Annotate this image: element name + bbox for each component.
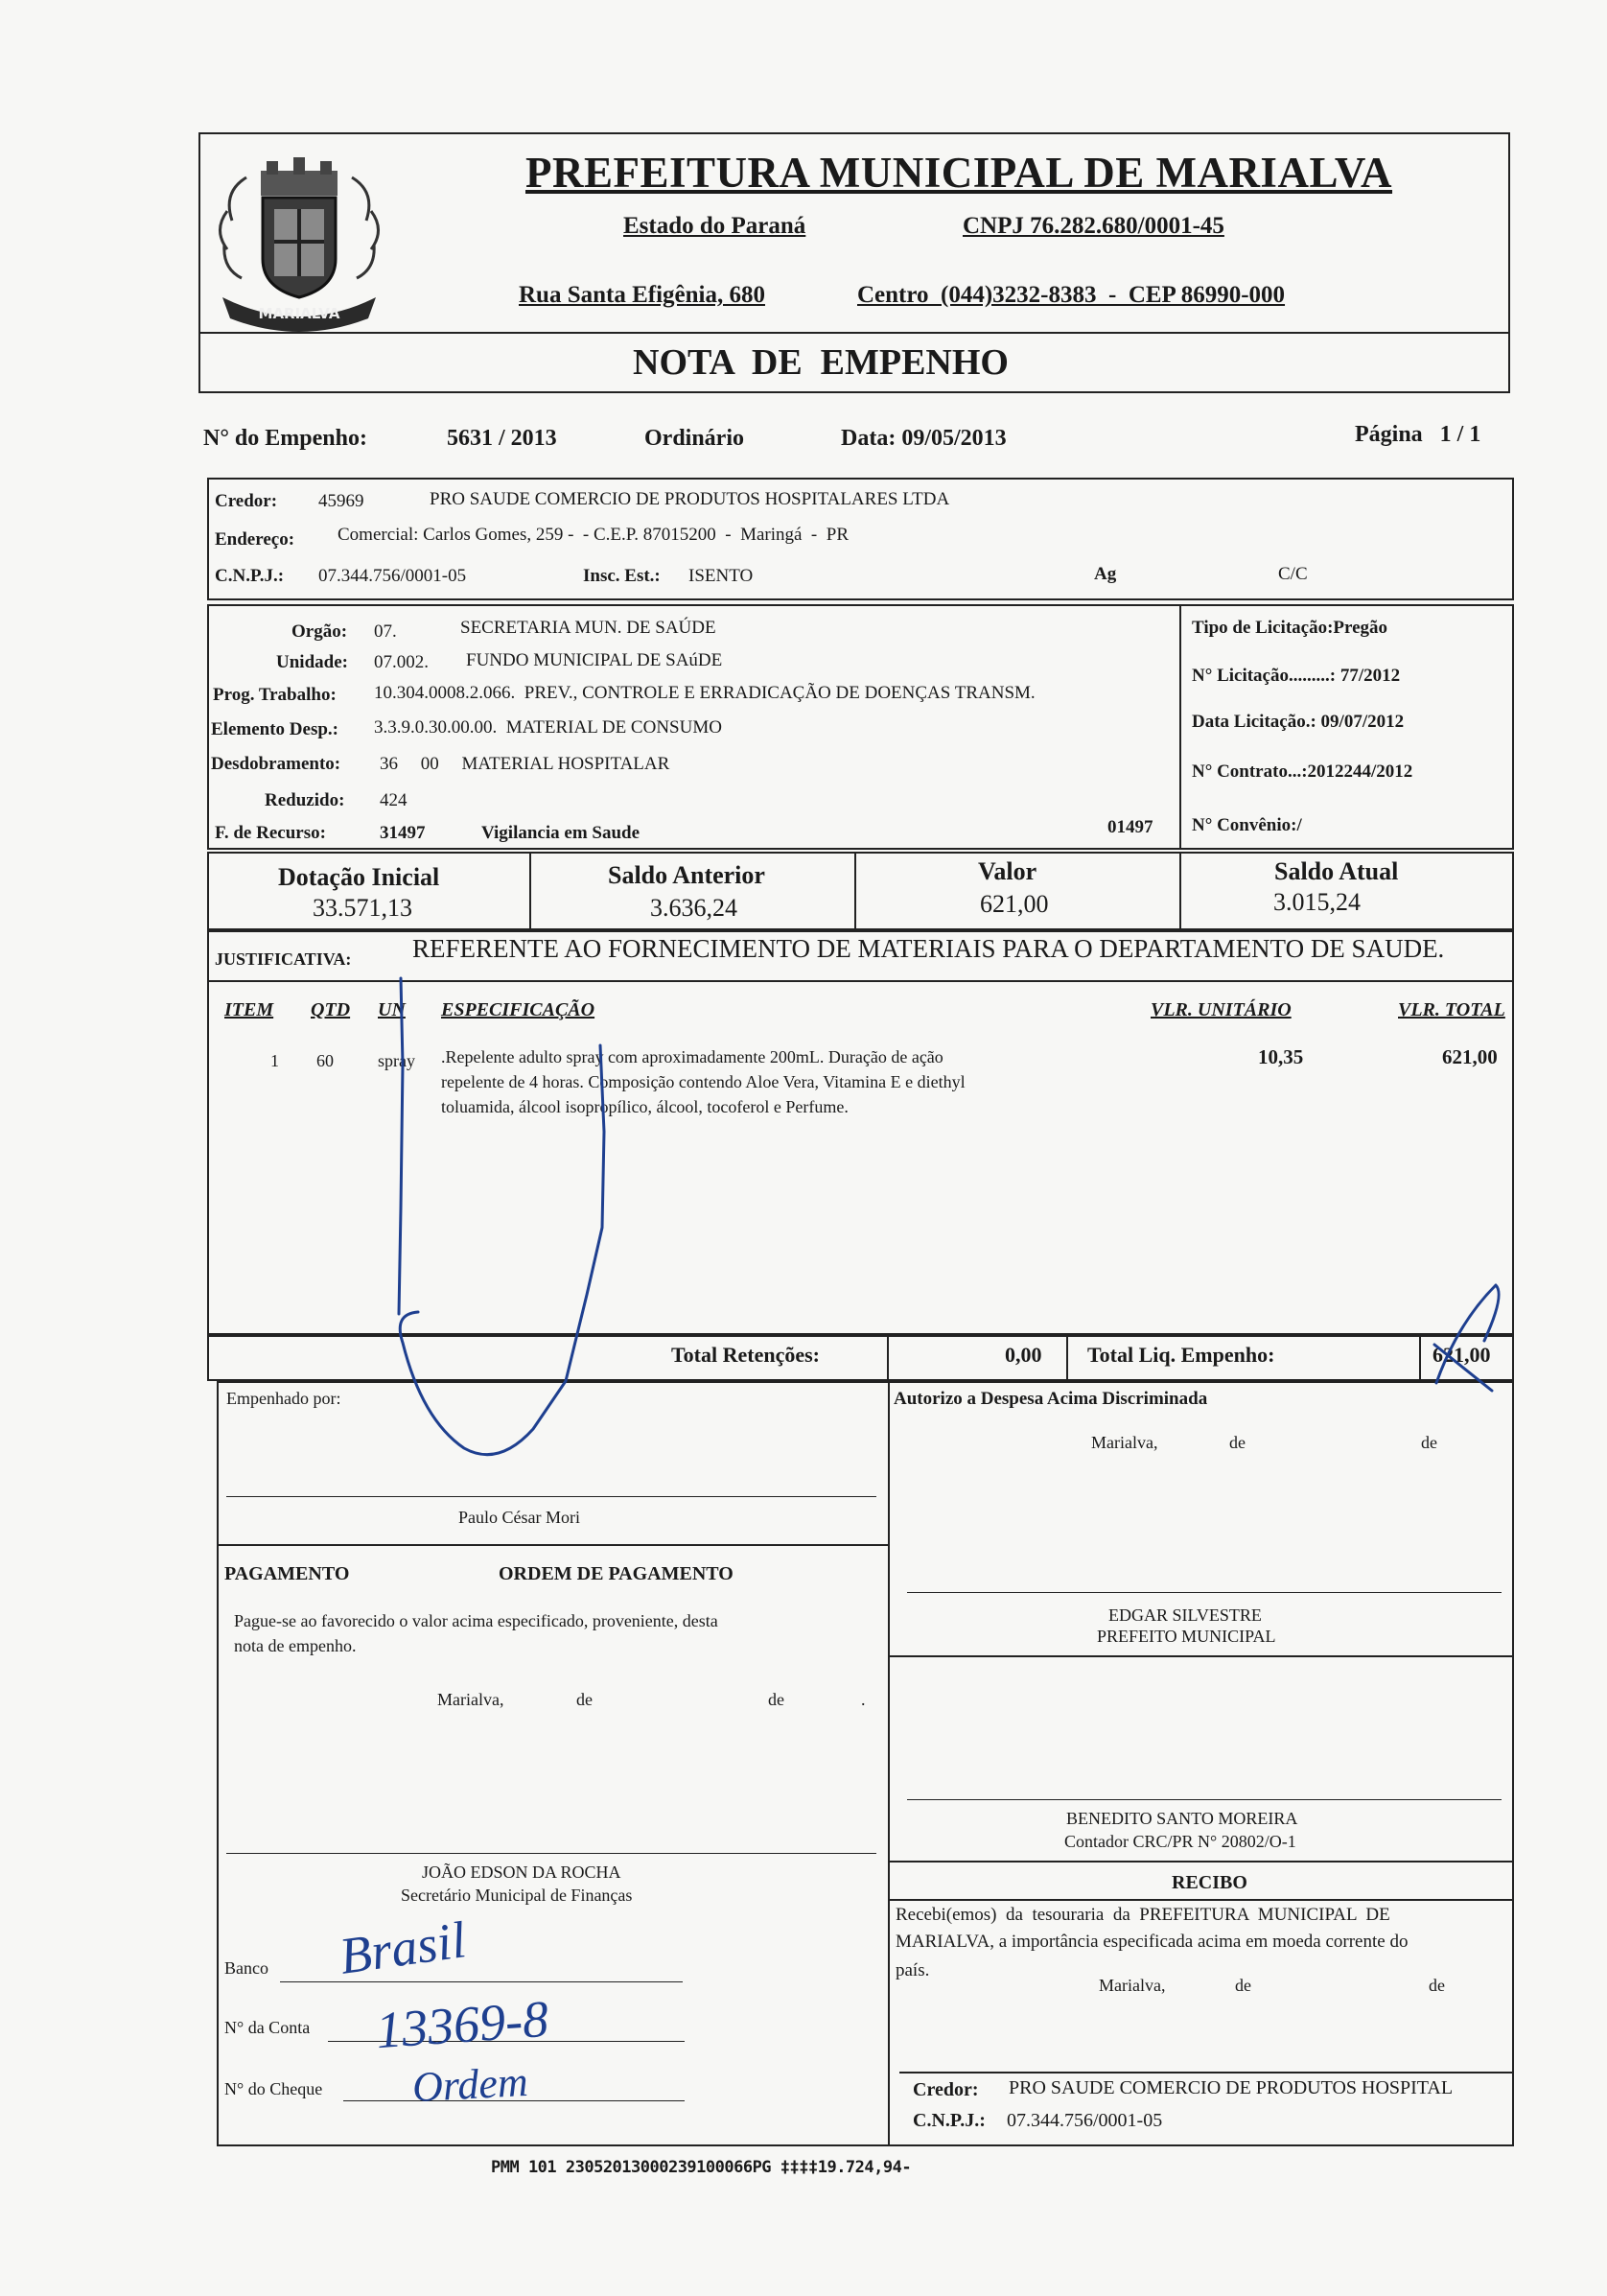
recibo-text-2: MARIALVA, a importância especificada acima em moeda corrente do [896, 1932, 1409, 1952]
credor-address: Comercial: Carlos Gomes, 259 - - C.E.P. 87015200 - Maringá - PR [338, 525, 850, 545]
conta-label: N° da Conta [224, 2018, 311, 2037]
item-qtd: 60 [316, 1051, 334, 1070]
pagamento-city: Marialva, [437, 1690, 504, 1709]
item-spec-line-1: .Repelente adulto spray com aproximadamente 200mL. Duração de ação [441, 1047, 943, 1066]
header-title: PREFEITURA MUNICIPAL DE MARIALVA [525, 149, 1393, 197]
credor-footer-cnpj-label: C.N.P.J.: [913, 2110, 986, 2131]
ag-label: Ag [1094, 564, 1117, 584]
numero-convenio: N° Convênio:/ [1192, 815, 1302, 835]
ret-divider-3 [1419, 1333, 1421, 1381]
numero-licitacao: N° Licitação.........: 77/2012 [1192, 666, 1401, 686]
secretario-sign-line [226, 1853, 876, 1854]
municipal-seal [203, 153, 395, 336]
empenho-label: N° do Empenho: [203, 426, 367, 451]
item-unit-value: 10,35 [1258, 1045, 1304, 1068]
document-title: NOTA DE EMPENHO [633, 342, 1009, 383]
totals-divider-2 [854, 852, 856, 930]
pagamento-dot: . [861, 1690, 866, 1709]
lower-vertical-divider [888, 1381, 890, 2146]
saldo-anterior-label: Saldo Anterior [608, 861, 765, 889]
saldo-atual-label: Saldo Atual [1274, 857, 1399, 885]
banco-line [280, 1981, 683, 1982]
item-number: 1 [270, 1051, 279, 1070]
credor-footer-cnpj: 07.344.756/0001-05 [1007, 2110, 1163, 2131]
credor-label: Credor: [215, 491, 278, 511]
recibo-text-1: Recebi(emos) da tesouraria da PREFEITURA MUNICIPAL DE [896, 1905, 1390, 1925]
budget-divider [1179, 604, 1181, 850]
autorizo-city: Marialva, [1091, 1433, 1158, 1452]
elemento-label: Elemento Desp.: [211, 719, 338, 739]
item-un: spray [378, 1051, 415, 1070]
empenho-number: 5631 / 2013 [447, 426, 557, 451]
banco-label: Banco [224, 1958, 268, 1978]
recurso-name: Vigilancia em Saude [481, 823, 640, 843]
elemento-value: 3.3.9.0.30.00.00. MATERIAL DE CONSUMO [374, 717, 722, 738]
header-street: Rua Santa Efigênia, 680 [519, 282, 765, 308]
pagamento-label: PAGAMENTO [224, 1563, 350, 1584]
retencoes-box [207, 1333, 1514, 1381]
totals-divider-1 [529, 852, 531, 930]
banco-handwritten: Brasil [336, 1910, 470, 1985]
empenho-date: Data: 09/05/2013 [841, 426, 1007, 451]
recibo-text-3: país. [896, 1960, 930, 1980]
col-vlr-total: VLR. TOTAL [1398, 999, 1505, 1020]
justificativa-label: JUSTIFICATIVA: [215, 949, 352, 969]
item-spec-line-2: repelente de 4 horas. Composição contendo Aloe Vera, Vitamina E e diethyl [441, 1072, 966, 1091]
totals-divider-3 [1179, 852, 1181, 930]
credor-footer-divider [899, 2072, 1514, 2073]
pagamento-text-2: nota de empenho. [234, 1636, 357, 1655]
credor-footer-name: PRO SAUDE COMERCIO DE PRODUTOS HOSPITAL [1009, 2077, 1454, 2098]
numero-contrato: N° Contrato...:2012244/2012 [1192, 761, 1413, 782]
pagamento-de-2: de [768, 1690, 784, 1709]
header-divider [198, 332, 1510, 334]
col-vlr-unitario: VLR. UNITÁRIO [1151, 999, 1292, 1020]
header-address: Centro (044)3232-8383 - CEP 86990-000 [857, 282, 1286, 308]
cheque-handwritten: Ordem [410, 2057, 529, 2112]
item-total-value: 621,00 [1442, 1045, 1498, 1068]
retencoes-value: 0,00 [1005, 1343, 1042, 1367]
recibo-label: RECIBO [1172, 1872, 1247, 1893]
orgao-name: SECRETARIA MUN. DE SAÚDE [460, 618, 716, 638]
empenho-type: Ordinário [644, 426, 745, 451]
recibo-de-2: de [1429, 1976, 1445, 1995]
secretario-name: JOÃO EDSON DA ROCHA [422, 1863, 621, 1882]
justificativa-divider [207, 980, 1514, 982]
autorizo-label: Autorizo a Despesa Acima Discriminada [894, 1389, 1208, 1409]
data-licitacao: Data Licitação.: 09/07/2012 [1192, 712, 1405, 732]
unidade-label: Unidade: [276, 652, 348, 672]
credor-footer-label: Credor: [913, 2079, 979, 2100]
header-state: Estado do Paraná [623, 213, 806, 239]
prefeito-name: EDGAR SILVESTRE [1108, 1605, 1262, 1625]
liquido-value: 621,00 [1432, 1343, 1491, 1367]
orgao-code: 07. [374, 621, 397, 642]
reduzido-value: 424 [380, 790, 408, 810]
recibo-city: Marialva, [1099, 1976, 1166, 1995]
recurso-label: F. de Recurso: [215, 823, 326, 843]
valor-label: Valor [978, 857, 1037, 885]
autorizo-de-2: de [1421, 1433, 1437, 1452]
cheque-label: N° do Cheque [224, 2079, 323, 2098]
contador-name: BENEDITO SANTO MOREIRA [1066, 1809, 1298, 1828]
prefeito-title: PREFEITO MUNICIPAL [1097, 1627, 1276, 1646]
unidade-code: 07.002. [374, 652, 429, 672]
page-number: Página 1 / 1 [1355, 422, 1481, 447]
contador-divider [888, 1861, 1514, 1863]
ordem-pagamento-label: ORDEM DE PAGAMENTO [499, 1563, 734, 1584]
recurso-code: 31497 [380, 823, 426, 843]
col-item: ITEM [224, 999, 274, 1020]
ret-divider-1 [887, 1333, 889, 1381]
conta-handwritten: 13369-8 [374, 1989, 550, 2060]
col-qtd: QTD [311, 999, 351, 1020]
desdobramento-label: Desdobramento: [211, 754, 341, 774]
secretario-title: Secretário Municipal de Finanças [401, 1886, 633, 1905]
seal-banner-text: MARIALVA [258, 305, 340, 322]
reduzido-label: Reduzido: [265, 790, 345, 810]
orgao-label: Orgão: [291, 621, 348, 642]
desdobramento-value: 36 00 MATERIAL HOSPITALAR [380, 754, 670, 774]
pagamento-text-1: Pague-se ao favorecido o valor acima especificado, proveniente, desta [234, 1611, 718, 1630]
recurso-right: 01497 [1107, 817, 1153, 837]
empenhado-divider [217, 1544, 888, 1546]
col-especificacao: ESPECIFICAÇÃO [441, 999, 595, 1020]
dotacao-label: Dotação Inicial [278, 863, 440, 891]
justificativa-text: REFERENTE AO FORNECIMENTO DE MATERIAIS PARA O DEPARTAMENTO DE SAUDE. [412, 934, 1445, 963]
tipo-licitacao: Tipo de Licitação:Pregão [1192, 618, 1388, 638]
empenhado-sign-line [226, 1496, 876, 1497]
prog-value: 10.304.0008.2.066. PREV., CONTROLE E ERRADICAÇÃO DE DOENÇAS TRANSM. [374, 683, 1036, 703]
recibo-de-1: de [1235, 1976, 1251, 1995]
empenhado-label: Empenhado por: [226, 1389, 341, 1408]
contador-title: Contador CRC/PR N° 20802/O-1 [1064, 1832, 1296, 1851]
contador-sign-line [907, 1799, 1502, 1800]
prefeito-divider [888, 1655, 1514, 1657]
saldo-anterior-value: 3.636,24 [650, 894, 737, 922]
insc-label: Insc. Est.: [583, 566, 661, 586]
insc-value: ISENTO [688, 566, 754, 586]
prefeito-sign-line [907, 1592, 1502, 1593]
empenhado-name: Paulo César Mori [458, 1508, 580, 1527]
credor-code: 45969 [318, 491, 364, 511]
retencoes-label: Total Retenções: [671, 1343, 820, 1367]
bottom-stamp: PMM 101 23052013000239100066PG ‡‡‡‡19.724,94- [491, 2158, 912, 2177]
credor-cnpj: 07.344.756/0001-05 [318, 566, 467, 586]
header-cnpj: CNPJ 76.282.680/0001-45 [963, 213, 1224, 239]
credor-name: PRO SAUDE COMERCIO DE PRODUTOS HOSPITALARES LTDA [430, 489, 950, 509]
saldo-atual-value: 3.015,24 [1273, 888, 1361, 916]
cc-label: C/C [1278, 564, 1308, 584]
ret-divider-2 [1066, 1333, 1068, 1381]
address-label: Endereço: [215, 529, 295, 550]
dotacao-value: 33.571,13 [313, 894, 412, 922]
pagamento-de-1: de [576, 1690, 593, 1709]
cnpj-label: C.N.P.J.: [215, 566, 285, 586]
recibo-divider [888, 1899, 1514, 1901]
prog-label: Prog. Trabalho: [213, 685, 337, 705]
valor-value: 621,00 [980, 890, 1049, 918]
unidade-name: FUNDO MUNICIPAL DE SAúDE [466, 650, 723, 670]
autorizo-de-1: de [1229, 1433, 1246, 1452]
liquido-label: Total Liq. Empenho: [1087, 1343, 1275, 1367]
item-spec-line-3: toluamida, álcool isopropílico, álcool, tocoferol e Perfume. [441, 1097, 849, 1116]
items-box [207, 930, 1514, 1337]
col-un: UN [378, 999, 406, 1020]
